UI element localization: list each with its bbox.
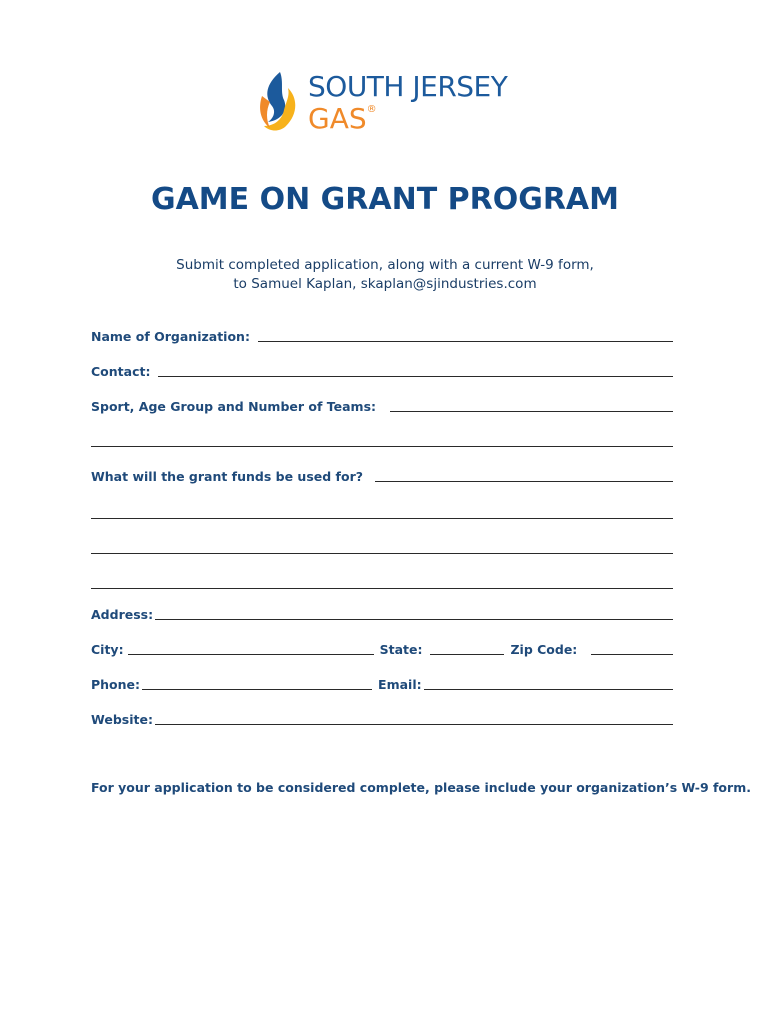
organization-row bbox=[91, 326, 673, 346]
address-row bbox=[91, 604, 673, 624]
city-field[interactable] bbox=[128, 653, 374, 655]
funds-continuation-row-1 bbox=[91, 503, 673, 523]
page-title: GAME ON GRANT PROGRAM bbox=[150, 182, 620, 217]
zip-label: Zip Code: bbox=[510, 642, 578, 657]
contact-field[interactable] bbox=[158, 375, 673, 377]
city-label: City: bbox=[91, 642, 124, 657]
contact-label: Contact: bbox=[91, 364, 151, 379]
state-label: State: bbox=[379, 642, 423, 657]
intro-line-1: Submit completed application, along with a current W-9 form, bbox=[176, 257, 594, 273]
website-row bbox=[91, 709, 673, 729]
address-field[interactable] bbox=[155, 618, 673, 620]
funds-label: What will the grant funds be used for? bbox=[91, 469, 363, 484]
contact-row bbox=[91, 361, 673, 381]
sport-field-line-2[interactable] bbox=[91, 445, 673, 447]
logo-text-south-jersey: SOUTH JERSEY bbox=[308, 70, 508, 103]
funds-field-line-4[interactable] bbox=[91, 587, 673, 589]
phone-field[interactable] bbox=[142, 688, 372, 690]
funds-continuation-row-2 bbox=[91, 538, 673, 558]
w9-requirement-note: For your application to be considered complete, please include your organization’s W-9 form. bbox=[91, 780, 751, 795]
funds-field-line-2[interactable] bbox=[91, 517, 673, 519]
website-field[interactable] bbox=[155, 723, 673, 725]
company-logo bbox=[258, 70, 548, 134]
sport-field[interactable] bbox=[390, 410, 673, 412]
address-label: Address: bbox=[91, 607, 154, 622]
funds-row bbox=[91, 466, 673, 486]
registered-mark: ® bbox=[366, 104, 377, 115]
city-state-zip-row bbox=[91, 639, 673, 659]
organization-field[interactable] bbox=[258, 340, 673, 342]
organization-label: Name of Organization: bbox=[91, 329, 250, 344]
funds-field-line-3[interactable] bbox=[91, 552, 673, 554]
website-label: Website: bbox=[91, 712, 153, 727]
email-label: Email: bbox=[378, 677, 422, 692]
funds-continuation-row-3 bbox=[91, 573, 673, 593]
sport-continuation-row bbox=[91, 431, 673, 451]
intro-text bbox=[0, 256, 770, 294]
logo-text-gas: GAS® bbox=[308, 102, 377, 135]
sport-row bbox=[91, 396, 673, 416]
zip-field[interactable] bbox=[591, 653, 673, 655]
flame-icon bbox=[258, 70, 302, 134]
email-field[interactable] bbox=[424, 688, 673, 690]
intro-line-2: to Samuel Kaplan, skaplan@sjindustries.com bbox=[233, 276, 537, 292]
phone-label: Phone: bbox=[91, 677, 141, 692]
funds-field[interactable] bbox=[375, 480, 673, 482]
sport-label: Sport, Age Group and Number of Teams: bbox=[91, 399, 377, 414]
state-field[interactable] bbox=[430, 653, 504, 655]
phone-email-row bbox=[91, 674, 673, 694]
